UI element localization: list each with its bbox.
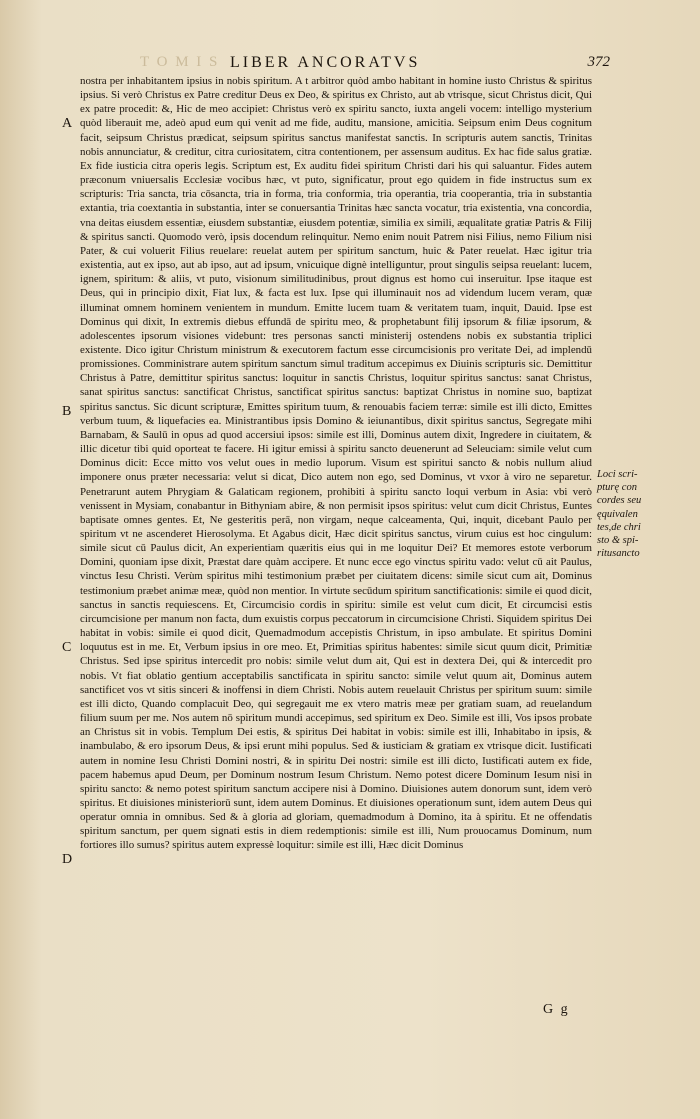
catchword-signature: G g [543,1002,570,1017]
margin-letter-d: D [62,852,73,867]
page-number: 372 [587,54,610,70]
body-paragraph: nostra per inhabitantem ipsius in nobis spiritum. A t arbitror quòd ambo habitant in homine iusto Christus & spiritus ipsius. Si verò Christus ex Patre creditur Deus ex Deo, & spiritus ex Christo, aut ab vtrisque, sicut Christus dicit, Qui ex patre procedit: &, Hic de meo accipiet: Christus verò ex spiritu sancto, iuxta angeli vocem: intelligo mysterium quòd liberauit me, adeò apud eum qui venit ad me fide, auditu, mansione, amicitia. Seipsum enim Deus cognitum facit, seipsum Christus prædicat, seipsum spiritus sanctus manifestat sanctis. In scripturis autem sanctis, Trinitas nobis annunciatur, & creditur, citra curiositatem, citra contentionem, per assensum auditus. Ex hac fide salus gratiæ. Ex fide iusticia citra operis legis. Scriptum est, Ex auditu fidei spiritum Christi dari his qui saluantur. Fides autem præconum vniuersalis Ecclesiæ vocibus hæc, vt puto, significatur, prout ego quidem in fide instructus sum ex scripturis: Tria sancta, tria cōsancta, tria in forma, tria conformia, tria operantia, tria cooperantia, tria in substantia extantia, tria coextantia in substantia, inter se conuersantia Trinitas hæc sancta vocatur, tria existentia, vna concordia, vna deitas eiusdem essentiæ, eiusdem substantiæ, eiusdem potentiæ, similia ex simili, æqualitate gratiæ Patris & Filij & spiritus sancti. Quomodo verò, ipsis docendum relinquitur. Nemo enim nouit Patrem nisi Filius, nemo Filium nisi Pater, & cui voluerit Filius reuelare: reuelat autem per spiritum sanctum, huic & Pater reuelat. Hæc igitur tria existentia, aut ex ipso, aut ab ipso, aut ad ipsum, vnicuique dignè intelliguntur, prout singulis seipsa reuelant: lucem, ignem, spiritum: & aliis, vt puto, visionum similitudinibus, prout dignus est homo cui inseruitur. Ipse itaque est Deus, qui in principio dixit, Fiat lux, & facta est lux. Ipse qui illuminauit nos ad videndum lucem veram, quæ illuminat omnem hominem venientem in mundum. Emitte lucem tuam & veritatem tuam, inquit, Dauid. Ipse est Dominus qui dixit, In extremis diebus effundā de spiritu meo, & prophetabunt filij ipsorum & filiæ ipsorum, & adolescentes ipsorum visiones videbunt: tres personas sancti ministerij ostendens nobis ex substantia triplici existente. Dico igitur Christum ministrum & executorem factum esse circumcisionis pro veritate Dei, ad implendū promissiones. Comministrare autem spiritum sanctum simul traditum accepimus ex Diuinis scripturis sic. Demittitur Christus à Patre, demittitur spiritus sanctus: loquitur in sanctis Christus, loquitur spiritus sanctus: sanat Christus, sanat spiritus sanctus: sanctificat Christus, sanctificat spiritus sanctus: baptizat Christus in nomine suo, baptizat spiritus sanctus. Sic dicunt scripturæ, Emittes spiritum tuum, & renouabis faciem terræ: simile est illi dicto, Emittes verbum tuum, & liquefacies ea. Ministrantibus ipsis Domino & ieiunantibus, dixit spiritus sanctus, Segregate mihi Barnabam, & Saulū in opus ad quod accersiui ipsos: simile est illi, Dominus autem dixit, Ingredere in ciuitatem, & illic dicetur tibi quid oporteat te facere. Hi igitur emissi à spiritu sancto deuenerunt ad Seleuciam: simile velut cum Dominus dicit: Ecce mitto vos velut oues in medio luporum. Visum est spiritui sancto & nobis nullum aliud imponere onus præter necessaria: velut si dicat, Dico autem non ego, sed Dominus, vt vxor à viro ne separetur. Penetrarunt autem Phrygiam & Galaticam regionem, prohibiti à spiritu sancto loqui verbum in Asia: vbi verò venissent in Mysiam, conabantur in Bithyniam abire, & non permisit ipsos spiritus: velut cum dicit Christus, Euntes baptisate omnes gentes. Et, Ne gesteritis perā, non virgam, neque calceamenta, Qui, inquit, dicebant Paulo per spiritum vt ne ascenderet Hierosolyma. Et Agabus dicit, Hæc dicit spiritus sanctus, virum cuius est hoc cingulum: simile sicut cū Paulus dicit, An experientiam quæritis eius qui in me loquitur Dei? Et memores estote verborum Domini, quoniam ipse dixit, Præstat dare quàm accipere. Et nunc ecce ego vinctus spiritu vado: velut cū ait Paulus, vinctus Iesu Christi. Verùm spiritus mihi testimonium præbet per ciuitatem dicens: simile sicut cum ait, Dominus testimonium præbet animæ meæ, quòd non mentior. In virtute secūdum spiritum sanctificationis: simile ei quod dicit, sanctus in sanctis requiescens. Et, Circumcisio cordis in spiritu: simile est velut cum dicit, Et circumcisi estis circumcisione per manum non facta, dum exuistis corpus peccatorum in circumcisione Christi. Siquidem spiritus Dei habitat in vobis: simile ei quod dicit, Quemadmodum accepistis Christum, in ipso ambulate. Et spiritus Domini loquutus est in me. Et, Verbum ipsius in ore meo. Et, Primitias spiritus habentes: simile sicut quum dicit, Primitiæ Christus. Sed ipse spiritus intercedit pro nobis: simile velut dum ait, Qui est in dextera Dei, qui & intercedit pro nobis. Vt fiat oblatio gentium acceptabilis sanctificata in spiritu sancto: simile velut quum ait, Dominus autem sanctificet vos vt sitis sinceri & inoffensi in diem Christi. Nobis autem reuelauit Christus per spiritum suum: simile est illi dicto, Quando complacuit Deo, qui segregauit me ex vtero matris meæ per gratiam suam, ad reuelandum filium suum per me. Nos autem nō spiritum mundi accepimus, sed spiritum ex Deo. Simile est illi, Vos ipsos probate an Christus sit in vobis. Templum Dei estis, & spiritus Dei habitat in vobis: simile est illi, Inhabitabo in ipsis, & inambulabo, & ero ipsorum Deus, & ipsi erunt mihi populus. Sed & iusticiam & gratiam ex vtrisque dicit. Iustificati autem in nomine Iesu Christi Domini nostri, & in spiritu Dei nostri: simile est illi dicto, Iustificati autem ex fide, pacem habemus apud Deum, per Dominum nostrum Iesum Christum. Nemo potest dicere Dominum Iesum nisi in spiritu sancto: & nemo potest spiritum sanctum accipere nisi à Domino. Diuisiones autem donorum sunt, idem verò spiritus. Et diuisiones ministeriorū sunt, idem autem Dominus. Et diuisiones operationum sunt, idem autem Deus qui operatur omnia in omnibus. Sed & à gloria ad gloriam, quemadmodum à Domino, ita à spiritu. Et ne offendatis spiritum sanctum, per quem signati estis in diem redemptionis: simile est illi, Num prouocamus Dominum, num fortiores illo sumus? spiritus autem expressè loquitur: simile est illi, Hæc dicit Dominus [80,75,592,852]
margin-letter-b: B [62,404,72,419]
margin-note-line: tes,de chri [597,521,641,533]
margin-letter-a: A [62,116,73,131]
margin-note-line: Loci scri- [597,469,638,480]
margin-note-line: pturę con [597,482,637,494]
page-header-title: LIBER ANCORATVS [230,54,421,71]
margin-note-line: ęquivalen [597,508,638,520]
running-head [80,54,610,74]
margin-note-line: cordes seu [597,495,642,507]
margin-letter-c: C [62,640,72,655]
margin-note [597,468,659,560]
margin-note-line: ritusancto [597,548,640,560]
margin-note-line: sto & spi- [597,535,639,547]
show-through-text: T O M I S [140,54,220,70]
main-text-column [80,74,592,853]
